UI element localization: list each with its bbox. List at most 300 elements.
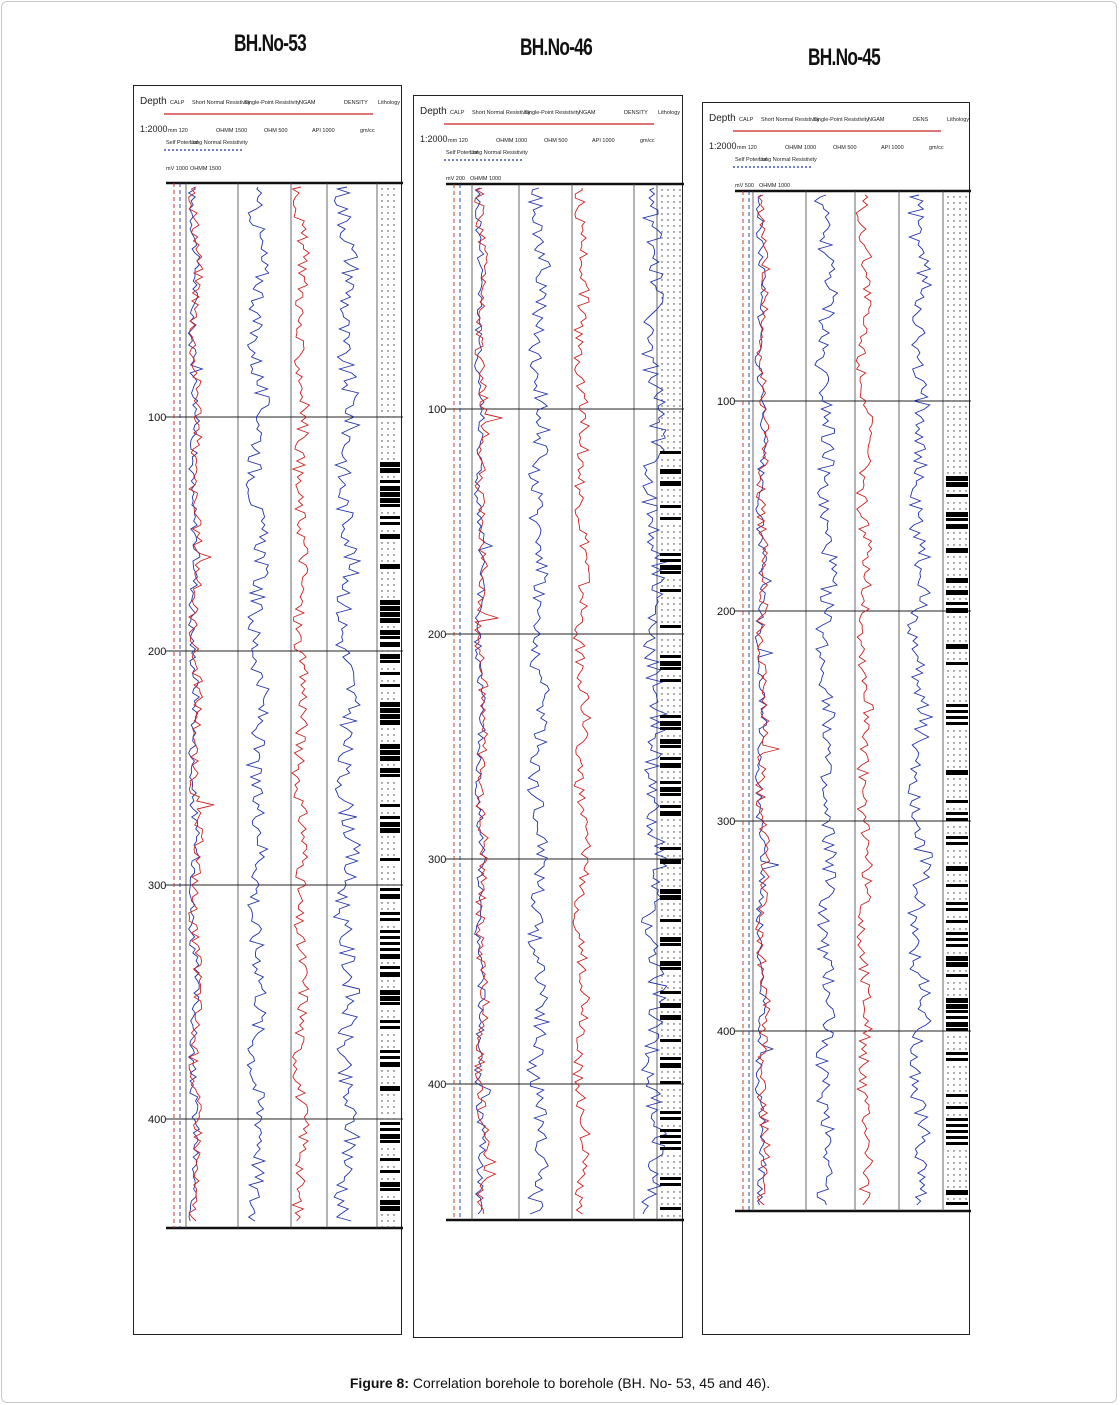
lithology-dot bbox=[387, 1094, 388, 1095]
lithology-dot bbox=[959, 760, 960, 761]
lithology-dot bbox=[679, 537, 680, 538]
lithology-band bbox=[946, 1118, 968, 1121]
lithology-dot bbox=[667, 843, 668, 844]
lithology-dot bbox=[953, 1198, 954, 1199]
lithology-band bbox=[660, 1183, 681, 1186]
lithology-band bbox=[946, 938, 968, 941]
lithology-dot bbox=[959, 502, 960, 503]
lithology-dot bbox=[667, 315, 668, 316]
lithology-band bbox=[946, 1190, 968, 1195]
lithology-dot bbox=[673, 537, 674, 538]
lithology-dot bbox=[953, 988, 954, 989]
lithology-band bbox=[380, 996, 400, 1001]
lithology-dot bbox=[673, 777, 674, 778]
lithology-dot bbox=[953, 352, 954, 353]
lithology-dot bbox=[667, 957, 668, 958]
lithology-dot bbox=[661, 369, 662, 370]
lithology-dot bbox=[953, 208, 954, 209]
lithology-dot bbox=[965, 1114, 966, 1115]
lithology-dot bbox=[661, 465, 662, 466]
figure-caption bbox=[0, 1375, 1120, 1391]
lithology-dot bbox=[661, 435, 662, 436]
lithology-dot bbox=[673, 831, 674, 832]
lithology-dot bbox=[679, 303, 680, 304]
lithology-band bbox=[380, 768, 400, 773]
lithology-band bbox=[946, 998, 968, 1003]
lithology-dot bbox=[959, 256, 960, 257]
lithology-dot bbox=[679, 1203, 680, 1204]
lithology-dot bbox=[667, 447, 668, 448]
lithology-dot bbox=[381, 428, 382, 429]
lithology-dot bbox=[673, 525, 674, 526]
lithology-dot bbox=[947, 1042, 948, 1043]
lithology-dot bbox=[393, 1094, 394, 1095]
header-label: CALP bbox=[170, 100, 185, 106]
lithology-dot bbox=[679, 615, 680, 616]
lithology-dot bbox=[387, 1010, 388, 1011]
lithology-band bbox=[380, 1020, 400, 1023]
lithology-dot bbox=[679, 675, 680, 676]
lithology-dot bbox=[953, 562, 954, 563]
lithology-dot bbox=[953, 400, 954, 401]
lithology-band bbox=[946, 932, 968, 935]
lithology-band bbox=[380, 918, 400, 921]
lithology-dot bbox=[393, 962, 394, 963]
lithology-dot bbox=[673, 333, 674, 334]
lithology-dot bbox=[381, 1016, 382, 1017]
lithology-dot bbox=[661, 903, 662, 904]
lithology-band bbox=[380, 744, 400, 749]
lithology-dot bbox=[387, 800, 388, 801]
lithology-dot bbox=[947, 430, 948, 431]
lithology-dot bbox=[661, 885, 662, 886]
lithology-dot bbox=[947, 1168, 948, 1169]
lithology-dot bbox=[667, 1173, 668, 1174]
lithology-dot bbox=[947, 1102, 948, 1103]
lithology-dot bbox=[947, 556, 948, 557]
lithology-dot bbox=[667, 951, 668, 952]
lithology-dot bbox=[679, 1089, 680, 1090]
lithology-dot bbox=[387, 884, 388, 885]
lithology-dot bbox=[667, 297, 668, 298]
lithology-dot bbox=[387, 272, 388, 273]
lithology-dot bbox=[965, 574, 966, 575]
lithology-dot bbox=[965, 568, 966, 569]
lithology-band bbox=[946, 962, 968, 967]
lithology-dot bbox=[381, 1094, 382, 1095]
lithology-dot bbox=[953, 220, 954, 221]
lithology-dot bbox=[393, 554, 394, 555]
header-label: NGAM bbox=[579, 110, 596, 116]
lithology-dot bbox=[667, 609, 668, 610]
lithology-dot bbox=[679, 1155, 680, 1156]
lithology-dot bbox=[673, 771, 674, 772]
lithology-dot bbox=[953, 892, 954, 893]
lithology-dot bbox=[947, 1198, 948, 1199]
lithology-band bbox=[660, 1141, 681, 1144]
lithology-dot bbox=[953, 430, 954, 431]
lithology-dot bbox=[953, 472, 954, 473]
lithology-band bbox=[380, 600, 400, 605]
lithology-dot bbox=[947, 370, 948, 371]
lithology-dot bbox=[393, 764, 394, 765]
lithology-dot bbox=[953, 262, 954, 263]
lithology-dot bbox=[673, 291, 674, 292]
lithology-dot bbox=[959, 784, 960, 785]
lithology-dot bbox=[965, 244, 966, 245]
lithology-dot bbox=[965, 670, 966, 671]
lithology-dot bbox=[661, 1125, 662, 1126]
lithology-dot bbox=[661, 609, 662, 610]
lithology-dot bbox=[679, 711, 680, 712]
depth-tick-label: 300 bbox=[148, 880, 167, 892]
lithology-band bbox=[946, 722, 968, 725]
lithology-dot bbox=[667, 393, 668, 394]
lithology-dot bbox=[947, 280, 948, 281]
lithology-dot bbox=[661, 303, 662, 304]
lithology-dot bbox=[965, 436, 966, 437]
lithology-dot bbox=[959, 748, 960, 749]
lithology-dot bbox=[673, 1125, 674, 1126]
lithology-dot bbox=[673, 675, 674, 676]
lithology-dot bbox=[393, 1010, 394, 1011]
lithology-dot bbox=[393, 392, 394, 393]
lithology-dot bbox=[947, 742, 948, 743]
lithology-dot bbox=[661, 333, 662, 334]
lithology-dot bbox=[387, 320, 388, 321]
lithology-dot bbox=[953, 448, 954, 449]
lithology-dot bbox=[387, 596, 388, 597]
lithology-dot bbox=[673, 1101, 674, 1102]
lithology-dot bbox=[381, 452, 382, 453]
lithology-dot bbox=[673, 297, 674, 298]
lithology-dot bbox=[953, 628, 954, 629]
lithology-dot bbox=[959, 574, 960, 575]
lithology-dot bbox=[673, 1107, 674, 1108]
lithology-dot bbox=[947, 400, 948, 401]
lithology-dot bbox=[661, 249, 662, 250]
lithology-dot bbox=[381, 416, 382, 417]
lithology-dot bbox=[667, 735, 668, 736]
lithology-dot bbox=[965, 742, 966, 743]
lithology-dot bbox=[667, 651, 668, 652]
lithology-dot bbox=[661, 711, 662, 712]
lithology-dot bbox=[661, 549, 662, 550]
lithology-dot bbox=[667, 237, 668, 238]
lithology-dot bbox=[673, 1197, 674, 1198]
log-curve bbox=[908, 195, 933, 1205]
lithology-dot bbox=[387, 224, 388, 225]
lithology-dot bbox=[679, 1035, 680, 1036]
lithology-dot bbox=[965, 748, 966, 749]
lithology-dot bbox=[667, 1029, 668, 1030]
lithology-dot bbox=[679, 843, 680, 844]
lithology-dot bbox=[959, 1084, 960, 1085]
lithology-band bbox=[380, 756, 400, 761]
lithology-dot bbox=[673, 957, 674, 958]
lithology-dot bbox=[387, 434, 388, 435]
lithology-dot bbox=[387, 332, 388, 333]
lithology-dot bbox=[667, 645, 668, 646]
lithology-dot bbox=[953, 850, 954, 851]
lithology-dot bbox=[959, 742, 960, 743]
lithology-dot bbox=[393, 584, 394, 585]
lithology-dot bbox=[679, 933, 680, 934]
lithology-dot bbox=[673, 711, 674, 712]
lithology-dot bbox=[947, 448, 948, 449]
lithology-dot bbox=[953, 682, 954, 683]
lithology-dot bbox=[667, 1047, 668, 1048]
lithology-dot bbox=[393, 296, 394, 297]
lithology-dot bbox=[953, 274, 954, 275]
lithology-dot bbox=[381, 1010, 382, 1011]
header-label: NGAM bbox=[868, 117, 885, 123]
lithology-dot bbox=[679, 255, 680, 256]
lithology-dot bbox=[679, 339, 680, 340]
lithology-band bbox=[660, 859, 681, 864]
lithology-dot bbox=[393, 734, 394, 735]
lithology-dot bbox=[953, 334, 954, 335]
lithology-dot bbox=[387, 554, 388, 555]
lithology-dot bbox=[947, 874, 948, 875]
lithology-dot bbox=[661, 219, 662, 220]
lithology-dot bbox=[661, 1071, 662, 1072]
lithology-dot bbox=[381, 1040, 382, 1041]
lithology-dot bbox=[673, 531, 674, 532]
lithology-dot bbox=[667, 1089, 668, 1090]
lithology-dot bbox=[387, 1154, 388, 1155]
lithology-dot bbox=[393, 416, 394, 417]
lithology-dot bbox=[381, 626, 382, 627]
lithology-dot bbox=[393, 902, 394, 903]
lithology-dot bbox=[953, 622, 954, 623]
lithology-dot bbox=[667, 1071, 668, 1072]
lithology-dot bbox=[679, 423, 680, 424]
lithology-dot bbox=[965, 274, 966, 275]
lithology-dot bbox=[393, 1112, 394, 1113]
lithology-dot bbox=[661, 915, 662, 916]
lithology-dot bbox=[667, 441, 668, 442]
lithology-dot bbox=[679, 579, 680, 580]
lithology-dot bbox=[947, 310, 948, 311]
lithology-band bbox=[660, 1135, 681, 1138]
lithology-dot bbox=[679, 909, 680, 910]
lithology-dot bbox=[387, 314, 388, 315]
lithology-dot bbox=[387, 278, 388, 279]
lithology-band bbox=[660, 1177, 681, 1180]
lithology-dot bbox=[661, 927, 662, 928]
lithology-dot bbox=[673, 351, 674, 352]
lithology-dot bbox=[673, 1161, 674, 1162]
lithology-dot bbox=[381, 230, 382, 231]
lithology-dot bbox=[673, 489, 674, 490]
lithology-dot bbox=[679, 213, 680, 214]
lithology-dot bbox=[679, 357, 680, 358]
lithology-dot bbox=[959, 832, 960, 833]
lithology-dot bbox=[959, 1066, 960, 1067]
lithology-dot bbox=[393, 284, 394, 285]
lithology-band bbox=[946, 902, 968, 905]
lithology-dot bbox=[387, 728, 388, 729]
lithology-dot bbox=[661, 309, 662, 310]
depth-tick-label: 100 bbox=[148, 412, 167, 424]
lithology-dot bbox=[667, 639, 668, 640]
lithology-band bbox=[660, 847, 681, 850]
lithology-dot bbox=[393, 206, 394, 207]
lithology-dot bbox=[965, 334, 966, 335]
lithology-band bbox=[660, 1081, 681, 1084]
lithology-band bbox=[380, 672, 400, 675]
lithology-dot bbox=[965, 1174, 966, 1175]
lithology-dot bbox=[959, 376, 960, 377]
lithology-dot bbox=[393, 242, 394, 243]
lithology-band bbox=[380, 720, 400, 725]
lithology-dot bbox=[381, 434, 382, 435]
lithology-band bbox=[660, 727, 681, 730]
lithology-dot bbox=[673, 423, 674, 424]
lithology-dot bbox=[387, 530, 388, 531]
lithology-dot bbox=[393, 194, 394, 195]
lithology-dot bbox=[947, 490, 948, 491]
lithology-band bbox=[660, 505, 681, 508]
lithology-dot bbox=[381, 1148, 382, 1149]
lithology-dot bbox=[947, 628, 948, 629]
lithology-dot bbox=[393, 908, 394, 909]
lithology-dot bbox=[667, 867, 668, 868]
lithology-dot bbox=[381, 872, 382, 873]
lithology-dot bbox=[387, 248, 388, 249]
lithology-dot bbox=[381, 422, 382, 423]
lithology-dot bbox=[965, 1156, 966, 1157]
lithology-band bbox=[380, 642, 400, 647]
lithology-dot bbox=[673, 867, 674, 868]
lithology-dot bbox=[667, 1167, 668, 1168]
lithology-band bbox=[380, 942, 400, 945]
lithology-dot bbox=[381, 1118, 382, 1119]
lithology-dot bbox=[953, 214, 954, 215]
lithology-dot bbox=[661, 459, 662, 460]
lithology-dot bbox=[667, 549, 668, 550]
lithology-band bbox=[380, 654, 400, 659]
lithology-dot bbox=[387, 344, 388, 345]
lithology-dot bbox=[947, 1036, 948, 1037]
log-curve bbox=[815, 195, 838, 1205]
lithology-dot bbox=[953, 640, 954, 641]
header-label: Depth bbox=[140, 96, 167, 107]
lithology-band bbox=[946, 1028, 968, 1031]
lithology-dot bbox=[947, 970, 948, 971]
lithology-dot bbox=[661, 297, 662, 298]
lithology-dot bbox=[661, 243, 662, 244]
lithology-dot bbox=[947, 460, 948, 461]
lithology-dot bbox=[959, 544, 960, 545]
lithology-dot bbox=[393, 368, 394, 369]
lithology-dot bbox=[393, 338, 394, 339]
lithology-band bbox=[660, 763, 681, 768]
lithology-band bbox=[380, 498, 400, 503]
lithology-dot bbox=[959, 982, 960, 983]
lithology-dot bbox=[667, 525, 668, 526]
lithology-dot bbox=[387, 410, 388, 411]
lithology-dot bbox=[679, 693, 680, 694]
lithology-dot bbox=[965, 196, 966, 197]
lithology-dot bbox=[387, 902, 388, 903]
lithology-dot bbox=[381, 356, 382, 357]
lithology-dot bbox=[387, 1106, 388, 1107]
lithology-dot bbox=[381, 272, 382, 273]
lithology-band bbox=[380, 1128, 400, 1131]
lithology-dot bbox=[953, 970, 954, 971]
lithology-dot bbox=[667, 513, 668, 514]
lithology-dot bbox=[393, 1076, 394, 1077]
lithology-dot bbox=[679, 855, 680, 856]
lithology-dot bbox=[679, 1077, 680, 1078]
lithology-dot bbox=[393, 224, 394, 225]
lithology-dot bbox=[381, 584, 382, 585]
header-label: DENS bbox=[913, 117, 929, 123]
lithology-band bbox=[660, 805, 681, 808]
lithology-dot bbox=[673, 1023, 674, 1024]
lithology-dot bbox=[673, 693, 674, 694]
lithology-dot bbox=[965, 952, 966, 953]
lithology-dot bbox=[965, 262, 966, 263]
lithology-dot bbox=[959, 364, 960, 365]
lithology-dot bbox=[953, 778, 954, 779]
lithology-dot bbox=[679, 381, 680, 382]
lithology-dot bbox=[679, 1053, 680, 1054]
header-unit: OHMM 1000 bbox=[785, 145, 817, 151]
lithology-dot bbox=[673, 321, 674, 322]
lithology-dot bbox=[667, 1035, 668, 1036]
lithology-dot bbox=[679, 399, 680, 400]
lithology-dot bbox=[965, 1078, 966, 1079]
lithology-dot bbox=[661, 951, 662, 952]
lithology-dot bbox=[393, 1178, 394, 1179]
lithology-dot bbox=[661, 315, 662, 316]
lithology-dot bbox=[947, 454, 948, 455]
lithology-dot bbox=[387, 458, 388, 459]
lithology-dot bbox=[667, 321, 668, 322]
lithology-dot bbox=[953, 232, 954, 233]
lithology-band bbox=[660, 469, 681, 474]
lithology-dot bbox=[673, 405, 674, 406]
lithology-dot bbox=[673, 1215, 674, 1216]
lithology-dot bbox=[661, 843, 662, 844]
lithology-band bbox=[380, 618, 400, 623]
lithology-band bbox=[946, 920, 968, 923]
lithology-dot bbox=[959, 208, 960, 209]
depth-tick-label: 200 bbox=[717, 606, 736, 618]
lithology-dot bbox=[947, 754, 948, 755]
lithology-dot bbox=[393, 266, 394, 267]
lithology-dot bbox=[393, 1220, 394, 1221]
lithology-dot bbox=[965, 988, 966, 989]
lithology-dot bbox=[661, 975, 662, 976]
lithology-dot bbox=[661, 831, 662, 832]
lithology-dot bbox=[387, 512, 388, 513]
sub-label: mV 200 bbox=[446, 176, 465, 182]
lithology-dot bbox=[959, 202, 960, 203]
log-curve bbox=[641, 188, 666, 1214]
lithology-dot bbox=[387, 698, 388, 699]
lithology-dot bbox=[661, 909, 662, 910]
lithology-dot bbox=[381, 302, 382, 303]
lithology-dot bbox=[953, 754, 954, 755]
lithology-band bbox=[660, 721, 681, 726]
lithology-dot bbox=[679, 447, 680, 448]
lithology-dot bbox=[667, 927, 668, 928]
lithology-dot bbox=[387, 188, 388, 189]
